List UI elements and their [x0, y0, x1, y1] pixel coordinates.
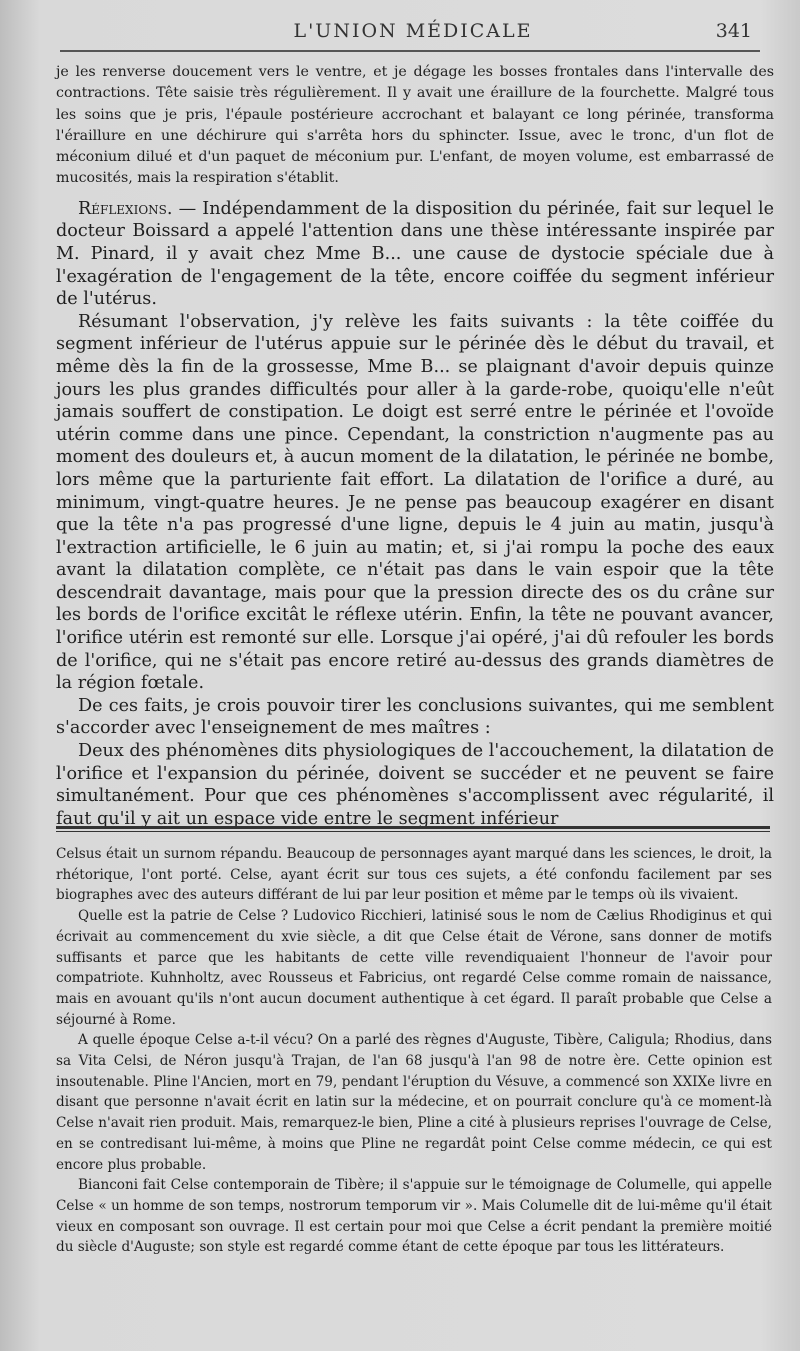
conclusions-paragraph: De ces faits, je crois pouvoir tirer les conclusions suivantes, qui me semblent s'accorder avec l'enseignement de mes maîtres :: [56, 695, 774, 739]
reflexions-text: — Indépendamment de la disposition du périnée, fait sur lequel le docteur Boissard a appelé l'attention dans une thèse intéressante inspirée par M. Pinard, il y avait chez Mme B... une cause de dystocie spéciale due à l'exagération de l'engagement de la tête, encore coiffée du segment inférieur de l'utérus.: [56, 198, 775, 310]
footnotes: [56, 844, 772, 1258]
page-number: 341: [715, 20, 752, 42]
footnote-paragraph: A quelle époque Celse a-t-il vécu? On a parlé des règnes d'Auguste, Tibère, Caligula; Rhodius, dans sa Vita Celsi, de Néron jusqu'à Trajan, de l'an 68 jusqu'à l'an 98 de notre ère. Cette opinion est insoutenable. Pline l'Ancien, mort en 79, pendant l'éruption du Vésuve, a commencé son XXIXe livre en disant que personne n'avait écrit en latin sur la médecine, et on pourrait conclure qu'à ce moment-là Celse n'avait rien produit. Mais, remarquez-le bien, Pline a cité à plusieurs reprises l'ouvrage de Celse, en se contredisant lui-même, à moins que Pline ne regardât point Celse comme médecin, ce qui est encore plus probable.: [56, 1032, 772, 1173]
running-title: L'UNION MÉDICALE: [293, 20, 533, 42]
header-rule: [60, 50, 760, 52]
paragraph-gap: [56, 190, 774, 198]
reflexions-label: Réflexions.: [78, 198, 173, 219]
phenomenes-paragraph: Deux des phénomènes dits physiologiques de l'accouchement, la dilatation de l'orifice et l'expansion du périnée, doivent se succéder et ne peuvent se faire simultanément. Pour que ces phénomènes s'accomplissent avec régularité, il faut qu'il y ait un espace vide entre le segment inférieur: [56, 741, 774, 829]
footnote-paragraph: Celsus était un surnom répandu. Beaucoup de personnages ayant marqué dans les sciences, le droit, la rhétorique, l'ont porté. Celse, ayant écrit sur tous ces sujets, a été confondu facilement par ses biographes avec des auteurs différant de lui par leur position et même par le temps où ils vivaient.: [56, 846, 772, 904]
footnote-separator: [56, 826, 770, 832]
footnote-paragraph: Quelle est la patrie de Celse ? Ludovico Ricchieri, latinisé sous le nom de Cælius Rhodiginus et qui écrivait au commencement du xvie siècle, a dit que Celse était de Vérone, sans donner de motifs suffisants et parce que les habitants de cette ville revendiquaient l'honneur de l'avoir pour compatriote. Kuhnholtz, avec Rousseus et Fabricius, ont regardé Celse comme romain de naissance, mais en avouant qu'ils n'ont aucun document authentique à cet égard. Il paraît probable que Celse a séjourné à Rome.: [56, 908, 772, 1028]
footnote-paragraph: Bianconi fait Celse contemporain de Tibère; il s'appuie sur le témoignage de Columelle, qui appelle Celse « un homme de son temps, nostrorum temporum vir ». Mais Columelle dit de lui-même qu'il était vieux en composant son ouvrage. Il est certain pour moi que Celse a écrit pendant la première moitié du siècle d'Auguste; son style est regardé comme étant de cette époque par tous les littérateurs.: [56, 1177, 772, 1256]
page-header: [56, 20, 770, 44]
reflexions-paragraph: [56, 198, 774, 311]
main-text: [56, 62, 774, 830]
intro-paragraph: je les renverse doucement vers le ventre, et je dégage les bosses frontales dans l'intervalle des contractions. Tête saisie très régulièrement. Il y avait une éraillure de la fourchette. Malgré tous les soins que je pris, l'épaule postérieure accrochant et balayant ce long périnée, transforma l'éraillure en une déchirure qui s'arrêta hors du sphincter. Issue, avec le tronc, d'un flot de méconium dilué et d'un paquet de méconium pur. L'enfant, de moyen volume, est embarrassé de mucosités, mais la respiration s'établit.: [56, 64, 774, 187]
resume-paragraph: Résumant l'observation, j'y relève les faits suivants : la tête coiffée du segment inférieur de l'utérus appuie sur le périnée dès le début du travail, et même dès la fin de la grossesse, Mme B... se plaignant d'avoir depuis quinze jours les plus grandes difficultés pour aller à la garde-robe, quoiqu'elle n'eût jamais souffert de constipation. Le doigt est serré entre le périnée et l'ovoïde utérin comme dans une pince. Cependant, la constriction n'augmente pas au moment des douleurs et, à aucun moment de la dilatation, le périnée ne bombe, lors même que la parturiente fait effort. La dilatation de l'orifice a duré, au minimum, vingt-quatre heures. Je ne pense pas beaucoup exagérer en disant que la tête n'a pas progressé d'une ligne, depuis le 4 juin au matin, jusqu'à l'extraction artificielle, le 6 juin au matin; et, si j'ai rompu la poche des eaux avant la dilatation complète, ce n'était pas dans le vain espoir que la tête descendrait davantage, mais pour que la pression directe des os du crâne sur les bords de l'orifice excitât le réflexe utérin. Enfin, la tête ne pouvant avancer, l'orifice utérin est remonté sur elle. Lorsque j'ai opéré, j'ai dû refouler les bords de l'orifice, qui ne s'était pas encore retiré au-dessus des grands diamètres de la région fœtale.: [56, 311, 774, 694]
